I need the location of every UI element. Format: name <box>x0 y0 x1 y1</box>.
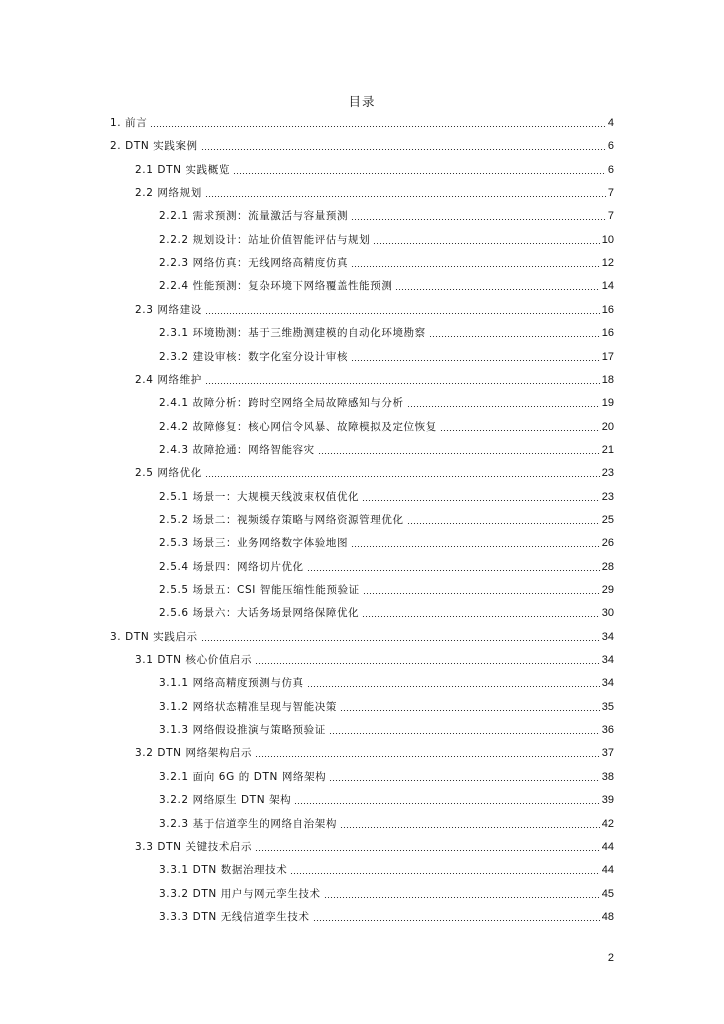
toc-entry[interactable] <box>135 186 614 200</box>
toc-entry-label: 2.5.6 场景六：大话务场景网络保障优化 <box>159 607 360 620</box>
toc-entry[interactable] <box>110 116 614 130</box>
dot-leader <box>290 873 599 874</box>
toc-entry-page: 4 <box>607 117 614 129</box>
toc-entry-page: 34 <box>601 654 614 667</box>
toc-entry[interactable] <box>135 466 614 480</box>
toc-entry-label: 3.2.3 基于信道孪生的网络自治架构 <box>159 817 337 830</box>
dot-leader <box>351 546 600 547</box>
toc-entry-page: 26 <box>601 537 614 550</box>
toc-entry[interactable] <box>135 840 614 854</box>
toc-entry-page: 21 <box>601 443 614 456</box>
toc-entry-page: 23 <box>601 490 614 503</box>
dot-leader <box>294 803 599 804</box>
toc-entry-label: 2.2.3 网络仿真：无线网络高精度仿真 <box>159 257 349 270</box>
toc-entry[interactable] <box>159 490 614 504</box>
toc-entry-label: 2.2 网络规划 <box>135 187 202 200</box>
toc-entry-page: 10 <box>601 233 614 246</box>
toc-entry[interactable] <box>159 817 614 831</box>
toc-entry[interactable] <box>159 443 614 457</box>
dot-leader <box>205 313 600 314</box>
toc-entry-page: 37 <box>601 747 614 760</box>
dot-leader <box>201 149 606 150</box>
toc-entry[interactable] <box>159 396 614 410</box>
toc-entry-label: 2.3.2 建设审核：数字化室分设计审核 <box>159 350 349 363</box>
toc-entry[interactable] <box>159 536 614 550</box>
toc-entry[interactable] <box>159 583 614 597</box>
toc-entry-page: 34 <box>601 630 614 643</box>
toc-entry[interactable] <box>159 910 614 924</box>
dot-leader <box>351 266 600 267</box>
toc-entry-page: 7 <box>607 210 614 223</box>
dot-leader <box>205 383 600 384</box>
dot-leader <box>373 243 599 244</box>
dot-leader <box>340 827 600 828</box>
toc-entry[interactable] <box>110 139 614 153</box>
dot-leader <box>255 663 600 664</box>
toc-entry[interactable] <box>159 887 614 901</box>
toc-entry[interactable] <box>159 233 614 247</box>
toc-entry-label: 2.5.2 场景二：视频缓存策略与网络资源管理优化 <box>159 513 404 526</box>
dot-leader <box>307 570 600 571</box>
toc-entry-label: 3.2 DTN 网络架构启示 <box>135 747 253 760</box>
dot-leader <box>255 850 600 851</box>
dot-leader <box>407 523 600 524</box>
toc-entry[interactable] <box>159 326 614 340</box>
toc-entry-page: 45 <box>601 887 614 900</box>
toc-entry[interactable] <box>135 373 614 387</box>
toc-entry[interactable] <box>159 279 614 293</box>
toc-entry[interactable] <box>159 606 614 620</box>
toc-entry[interactable] <box>159 256 614 270</box>
toc-entry-page: 48 <box>601 910 614 923</box>
dot-leader <box>201 640 600 641</box>
toc-entry[interactable] <box>135 746 614 760</box>
toc-entry-page: 18 <box>601 373 614 386</box>
dot-leader <box>313 920 600 921</box>
toc-entry-label: 3.1.1 网络高精度预测与仿真 <box>159 677 304 690</box>
toc-entry[interactable] <box>159 420 614 434</box>
toc-entry-label: 2.5.5 场景五：CSI 智能压缩性能预验证 <box>159 584 360 596</box>
toc-entry-label: 2.5.4 场景四：网络切片优化 <box>159 560 304 573</box>
toc-entry-page: 23 <box>601 467 614 480</box>
dot-leader <box>362 500 600 501</box>
toc-entry-page: 44 <box>601 840 614 853</box>
toc-entry-label: 2.2.4 性能预测：复杂环境下网络覆盖性能预测 <box>159 280 393 293</box>
dot-leader <box>395 289 599 290</box>
toc-entry-label: 3.3.3 DTN 无线信道孪生技术 <box>159 910 310 923</box>
toc-entry-page: 16 <box>601 327 614 340</box>
dot-leader <box>329 780 599 781</box>
dot-leader <box>429 336 600 337</box>
toc-entry[interactable] <box>159 723 614 737</box>
toc-entry-page: 29 <box>601 584 614 596</box>
toc-entry-label: 2.1 DTN 实践概览 <box>135 163 230 176</box>
toc-entry-page: 6 <box>607 140 614 153</box>
page-number: 2 <box>607 952 614 964</box>
toc-entry-page: 20 <box>601 420 614 433</box>
toc-entry[interactable] <box>159 513 614 527</box>
dot-leader <box>318 453 600 454</box>
toc-entry-label: 2.2.1 需求预测：流量激活与容量预测 <box>159 210 349 223</box>
dot-leader <box>329 733 600 734</box>
dot-leader <box>205 476 600 477</box>
dot-leader <box>150 126 606 127</box>
toc-entry-label: 2.3 网络建设 <box>135 303 202 316</box>
toc-entry-label: 3.1 DTN 核心价值启示 <box>135 654 253 667</box>
toc-entry-page: 42 <box>601 817 614 830</box>
toc-entry-page: 35 <box>601 700 614 713</box>
toc-title: 目录 <box>348 94 376 109</box>
toc-entry-page: 39 <box>601 794 614 807</box>
toc-entry-page: 7 <box>607 187 614 200</box>
toc-entry[interactable] <box>135 163 614 177</box>
toc-entry[interactable] <box>159 700 614 714</box>
toc-entry-label: 2.4 网络维护 <box>135 373 202 386</box>
toc-entry[interactable] <box>159 209 614 223</box>
toc-entry-label: 3.3.1 DTN 数据治理技术 <box>159 864 288 877</box>
toc-entry-label: 2.5 网络优化 <box>135 467 202 480</box>
toc-entry[interactable] <box>135 653 614 667</box>
toc-entry-label: 3.2.1 面向 6G 的 DTN 网络架构 <box>159 770 327 783</box>
toc-entry[interactable] <box>159 676 614 690</box>
toc-entry-page: 6 <box>607 163 614 176</box>
toc-entry-label: 2.4.1 故障分析：跨时空网络全局故障感知与分析 <box>159 397 404 410</box>
toc-entry-page: 14 <box>601 280 614 293</box>
toc-entry-page: 36 <box>601 724 614 737</box>
dot-leader <box>340 710 600 711</box>
dot-leader <box>351 219 606 220</box>
toc-entry-label: 2.5.1 场景一：大规模天线波束权值优化 <box>159 490 360 503</box>
toc-entry[interactable] <box>159 793 614 807</box>
toc-entry-page: 12 <box>601 257 614 270</box>
toc-entry-label: 3. DTN 实践启示 <box>110 630 198 643</box>
toc-entry-page: 30 <box>601 607 614 620</box>
toc-entry[interactable] <box>159 770 614 784</box>
toc-entry-label: 2.3.1 环境勘测：基于三维勘测建模的自动化环境勘察 <box>159 327 426 340</box>
dot-leader <box>363 593 600 594</box>
toc-entry[interactable] <box>159 560 614 574</box>
dot-leader <box>255 756 600 757</box>
toc-entry-page: 38 <box>601 770 614 783</box>
toc-entry-label: 2.4.3 故障抢通：网络智能容灾 <box>159 443 315 456</box>
dot-leader <box>440 430 600 431</box>
toc-entry-label: 2. DTN 实践案例 <box>110 140 198 153</box>
toc-entry-label: 3.1.3 网络假设推演与策略预验证 <box>159 724 326 737</box>
toc-entry[interactable] <box>135 303 614 317</box>
toc-entry-label: 3.2.2 网络原生 DTN 架构 <box>159 794 292 807</box>
toc-entry[interactable] <box>110 630 614 644</box>
toc-entry-label: 2.5.3 场景三：业务网络数字体验地图 <box>159 537 349 550</box>
toc-entry-page: 19 <box>601 397 614 410</box>
toc-entry-label: 3.1.2 网络状态精准呈现与智能决策 <box>159 700 337 713</box>
dot-leader <box>205 196 606 197</box>
dot-leader <box>362 616 600 617</box>
toc-entry-page: 28 <box>601 560 614 573</box>
dot-leader <box>233 173 606 174</box>
toc-entry-label: 3.3 DTN 关键技术启示 <box>135 840 253 853</box>
dot-leader <box>407 406 600 407</box>
toc-entry-page: 34 <box>601 677 614 690</box>
toc-entry-label: 1. 前言 <box>110 117 148 129</box>
toc-entry-page: 44 <box>601 864 614 877</box>
toc-entry[interactable] <box>159 350 614 364</box>
toc-entry-page: 25 <box>601 513 614 526</box>
dot-leader <box>307 686 600 687</box>
toc-entry-page: 17 <box>601 350 614 363</box>
toc-entry-label: 2.2.2 规划设计：站址价值智能评估与规划 <box>159 233 371 246</box>
dot-leader <box>324 897 600 898</box>
toc-entry-label: 3.3.2 DTN 用户与网元孪生技术 <box>159 887 321 900</box>
toc-entry[interactable] <box>159 863 614 877</box>
toc-entry-page: 16 <box>601 303 614 316</box>
dot-leader <box>351 360 600 361</box>
toc-entry-label: 2.4.2 故障修复：核心网信令风暴、故障模拟及定位恢复 <box>159 420 437 433</box>
